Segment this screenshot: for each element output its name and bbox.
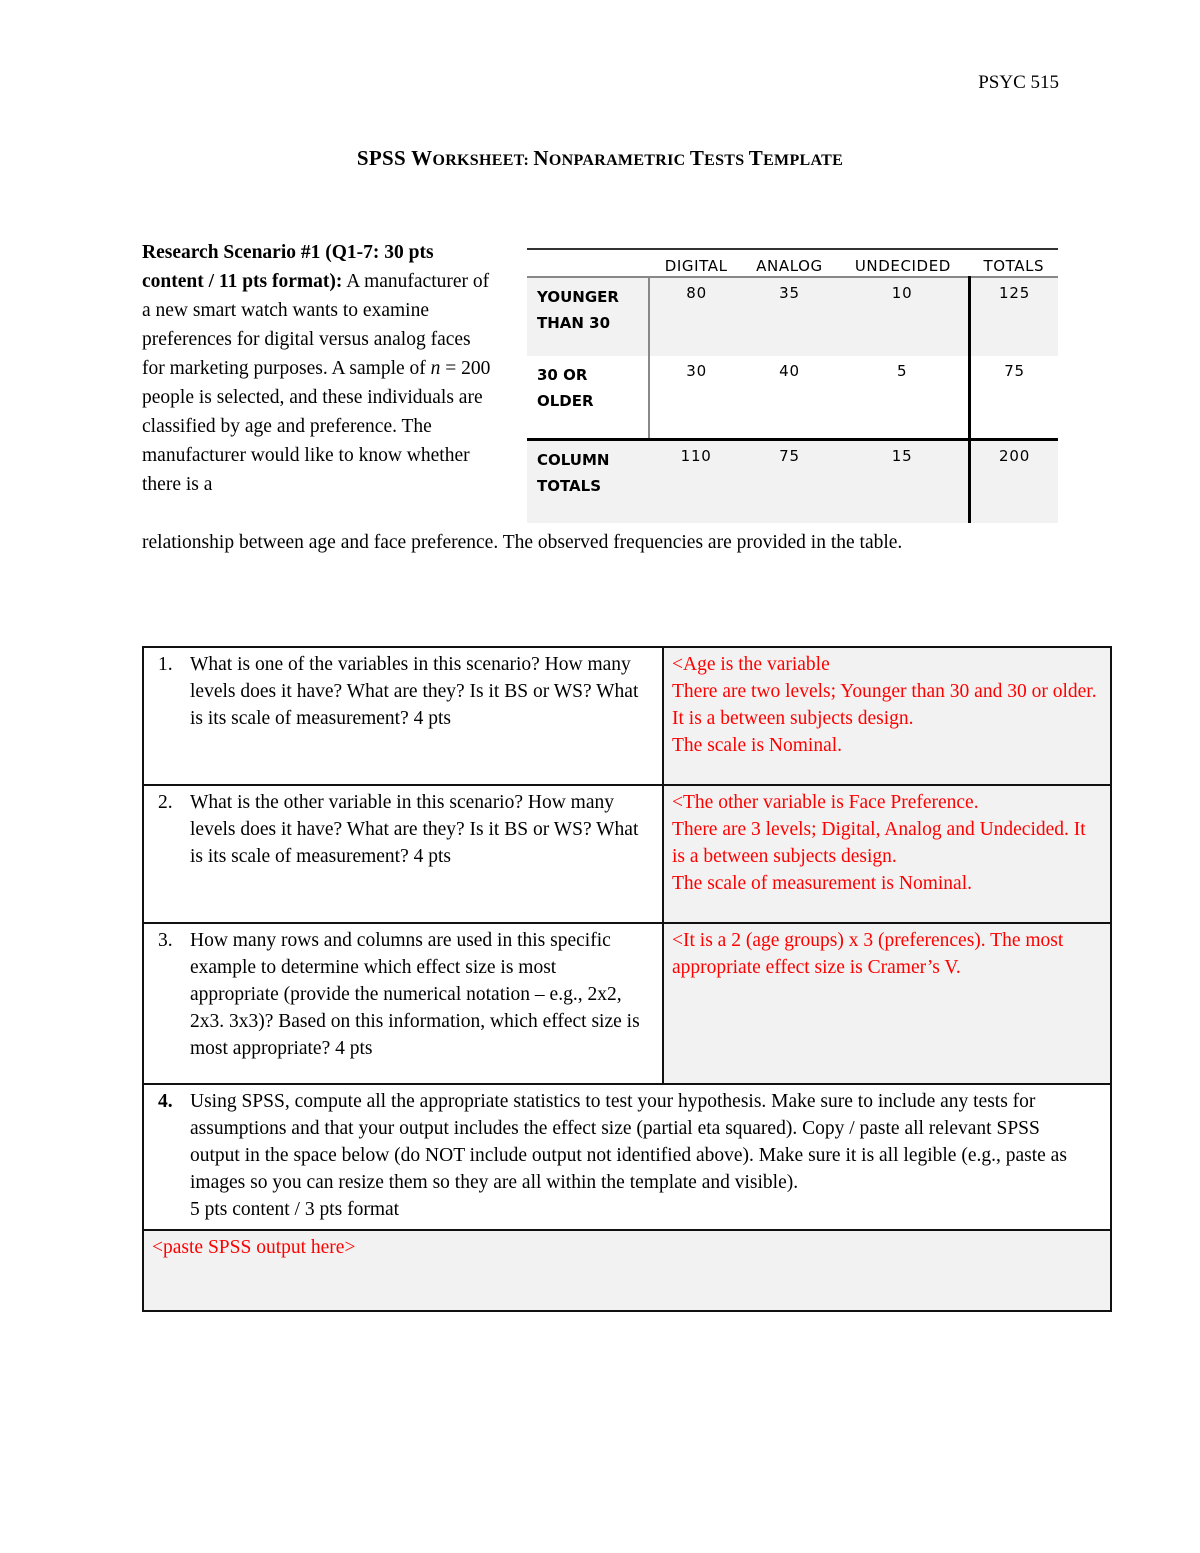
column-header-undecided: UNDECIDED [836,249,970,277]
question-cell: 3. How many rows and columns are used in this specific example to determine which effect size is most appropriate (provide the numerical notation – e.g., 2x2, 2x3. 3x3)? Based on this information, which effect size is most appropriate? 4 pts [143,923,663,1084]
cell-analog: 75 [743,440,836,524]
questions-table [142,646,1112,1312]
column-header-blank [527,249,649,277]
question4-row [143,1084,1111,1230]
question-cell: 2. What is the other variable in this scenario? How many levels does it have? What are they? Is it BS or WS? What is its scale of measurement? 4 pts [143,785,663,923]
column-header-analog: ANALOG [743,249,836,277]
scenario-intro [142,238,497,499]
cell-total: 75 [970,356,1058,440]
scenario-text-cont: = 200 people is selected, and these individuals are classified by age and preference. The manufacturer would like to know whether there is a [142,358,491,495]
question-row [143,923,1111,1084]
paste-row [143,1230,1111,1311]
question-row [143,785,1111,923]
question-cell: 1. What is one of the variables in this scenario? How many levels does it have? What are they? Is it BS or WS? What is its scale of measurement? 4 pts [143,647,663,785]
answer-cell[interactable]: <It is a 2 (age groups) x 3 (preferences). The most appropriate effect size is Cramer’s V. [663,923,1111,1084]
scenario-heading: Research Scenario #1 (Q1-7: 30 pts content / 11 pts format): [142,242,434,292]
cell-analog: 40 [779,362,800,380]
column-header-totals: TOTALS [970,249,1058,277]
question4-points: 5 pts content / 3 pts format [190,1199,400,1220]
row-label: YOUNGER THAN 30 [527,277,649,356]
cell-digital: 80 [649,277,742,356]
answer-cell[interactable]: <Age is the variable There are two levels; Younger than 30 and 30 or older. It is a between subjects design. The scale is Nominal. [663,647,1111,785]
question-text: What is the other variable in this scenario? How many levels does it have? What are they? Is it BS or WS? What is its scale of measurement? 4 pts [190,792,639,867]
cell-undecided: 5 [896,362,908,380]
cell-analog: 35 [743,277,836,356]
table-row [527,277,1058,356]
column-header-digital: DIGITAL [649,249,742,277]
table-header-row [527,249,1058,277]
frequency-table [527,248,1058,523]
paste-placeholder: <paste SPSS output here> [152,1237,356,1258]
cell-digital: 110 [649,440,742,524]
question4-text: Using SPSS, compute all the appropriate statistics to test your hypothesis. Make sure to include any tests for assumptions and that your output includes the effect size (partial eta squared). Copy / paste all relevant SPSS output in the space below (do NOT include output not identified above). Make sure it is all legible (e.g., paste as images so you can resize them so they are all within the template and visible). [190,1091,1067,1193]
scenario-text: A manufacturer of a new smart watch wants to examine preferences for digital versus analog faces for marketing purposes. A sample of [142,271,490,379]
row-label: 30 OR OLDER [537,366,594,410]
scenario-continued: relationship between age and face preference. The observed frequencies are provided in the table. [142,532,903,553]
cell-undecided: 10 [836,277,970,356]
answer-cell[interactable]: <The other variable is Face Preference. There are 3 levels; Digital, Analog and Undecided. It is a between subjects design. The scale of measurement is Nominal. [663,785,1111,923]
page-title: SPSS WORKSHEET: NONPARAMETRIC TESTS TEMPLATE [356,146,844,170]
cell-digital: 30 [649,356,742,440]
spss-output-area[interactable] [143,1230,1111,1311]
cell-total: 200 [970,440,1058,524]
question-row [143,647,1111,785]
course-code: PSYC 515 [978,72,1059,93]
table-row [527,440,1058,524]
title-part: SPSS [356,146,412,170]
table-row [527,356,1058,440]
cell-total: 125 [970,277,1058,356]
question4-cell: 4. Using SPSS, compute all the appropriate statistics to test your hypothesis. Make sure to include any tests for assumptions and that your output includes the effect size (partial eta squared). Copy / paste all relevant SPSS output in the space below (do NOT include output not identified above). Make sure it is all legible (e.g., paste as images so you can resize them so they are all within the template and visible). 5 pts content / 3 pts format [143,1084,1111,1230]
n-symbol: n [430,358,441,379]
question-text: How many rows and columns are used in this specific example to determine which effect size is most appropriate (provide the numerical notation – e.g., 2x2, 2x3. 3x3)? Based on this information, which effect size is most appropriate? 4 pts [190,930,640,1059]
row-label: COLUMN TOTALS [527,440,649,524]
cell-undecided: 15 [836,440,970,524]
question-text: What is one of the variables in this scenario? How many levels does it have? What are they? Is it BS or WS? What is its scale of measurement? 4 pts [190,654,639,729]
